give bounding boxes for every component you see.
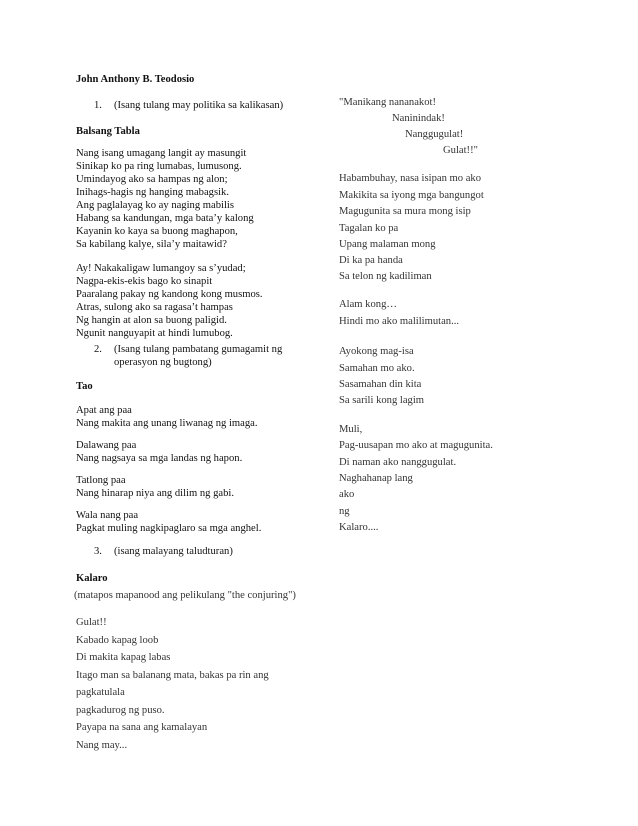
verse-line: Payapa na sana ang kamalayan <box>76 722 208 733</box>
verse-line: Nang isang umagang langit ay masungit <box>76 148 247 159</box>
verse-line: Gulat!!" <box>443 145 478 156</box>
verse-line: Naninindak! <box>392 113 445 124</box>
verse-line: Tagalan ko pa <box>339 223 399 234</box>
verse-line: Magugunita sa mura mong isip <box>339 206 471 217</box>
verse-line: Sa sarili kong lagim <box>339 395 425 406</box>
verse-line: Kabado kapag loob <box>76 635 159 646</box>
item-label-3: (isang malayang taludturan) <box>114 546 233 557</box>
verse-line: Paaralang pakay ng kandong kong musmos. <box>76 289 263 300</box>
verse-line: Nang makita ang unang liwanag ng imaga. <box>76 418 258 429</box>
verse-line: Muli, <box>339 424 363 435</box>
verse-line: "Manikang nananakot! <box>339 97 436 108</box>
verse-line: Di makita kapag labas <box>76 652 171 663</box>
item-label-1: (Isang tulang may politika sa kalikasan) <box>114 100 284 111</box>
verse-line: Di naman ako nanggugulat. <box>339 457 457 468</box>
verse-line: Alam kong… <box>339 299 397 310</box>
verse-line: Ng hangin at alon sa buong paligid. <box>76 315 227 326</box>
verse-line: Itago man sa balanang mata, bakas pa rin ang <box>76 670 269 681</box>
verse-line: ako <box>339 489 355 500</box>
verse-line: Kayanin ko kaya sa buong maghapon, <box>76 226 238 237</box>
verse-line: Gulat!! <box>76 617 107 628</box>
verse-line: Sasamahan din kita <box>339 379 422 390</box>
author-name: John Anthony B. Teodosio <box>76 74 195 85</box>
verse-line: Nang nagsaya sa mga landas ng hapon. <box>76 453 243 464</box>
verse-line: Umindayog ako sa hampas ng alon; <box>76 174 228 185</box>
verse-line: Ngunit nanguyapit at hindi lumubog. <box>76 328 233 339</box>
verse-line: Hindi mo ako malilimutan... <box>339 316 460 327</box>
verse-line: Pagkat muling nagkipaglaro sa mga anghel. <box>76 523 262 534</box>
item-number-3: 3. <box>94 546 102 557</box>
item-label-2-line2: operasyon ng bugtong) <box>114 357 212 368</box>
verse-line: Wala nang paa <box>76 510 139 521</box>
verse-line: Ang paglalayag ko ay naging mabilis <box>76 200 234 211</box>
poem-title-balsang-tabla: Balsang Tabla <box>76 126 140 137</box>
verse-line: ng <box>339 506 350 517</box>
item-number-1: 1. <box>94 100 102 111</box>
verse-line: Samahan mo ako. <box>339 363 415 374</box>
verse-line: Habang sa kandungan, mga bata’y kalong <box>76 213 254 224</box>
verse-line: Upang malaman mong <box>339 239 436 250</box>
verse-line: Sa kabilang kalye, sila’y maitawid? <box>76 239 227 250</box>
verse-line: Ay! Nakakaligaw lumangoy sa s’yudad; <box>76 263 246 274</box>
item-label-2-line1: (Isang tulang pambatang gumagamit ng <box>114 344 283 355</box>
verse-line: Inihags-hagis ng hanging mabagsik. <box>76 187 229 198</box>
verse-line: Makikita sa iyong mga bangungot <box>339 190 484 201</box>
verse-line: Tatlong paa <box>76 475 126 486</box>
poem-subtitle: (matapos mapanood ang pelikulang "the conjuring") <box>74 590 296 601</box>
verse-line: Atras, sulong ako sa ragasa’t hampas <box>76 302 233 313</box>
verse-line: pagkatulala <box>76 687 125 698</box>
verse-line: Di ka pa handa <box>339 255 403 266</box>
verse-line: Nang may... <box>76 740 128 751</box>
verse-line: Kalaro.... <box>339 522 379 533</box>
verse-line: Nagpa-ekis-ekis bago ko sinapit <box>76 276 213 287</box>
verse-line: Nanggugulat! <box>405 129 464 140</box>
poem-title-tao: Tao <box>76 381 93 392</box>
verse-line: Nang hinarap niya ang dilim ng gabi. <box>76 488 234 499</box>
verse-line: Pag-uusapan mo ako at magugunita. <box>339 440 493 451</box>
verse-line: Sinikap ko pa ring lumabas, lumusong. <box>76 161 242 172</box>
poem-title-kalaro: Kalaro <box>76 573 108 584</box>
verse-line: Sa telon ng kadiliman <box>339 271 432 282</box>
verse-line: Apat ang paa <box>76 405 132 416</box>
verse-line: Habambuhay, nasa isipan mo ako <box>339 173 481 184</box>
verse-line: Dalawang paa <box>76 440 137 451</box>
verse-line: Naghahanap lang <box>339 473 413 484</box>
verse-line: pagkadurog ng puso. <box>76 705 165 716</box>
verse-line: Ayokong mag-isa <box>339 346 414 357</box>
item-number-2: 2. <box>94 344 102 355</box>
